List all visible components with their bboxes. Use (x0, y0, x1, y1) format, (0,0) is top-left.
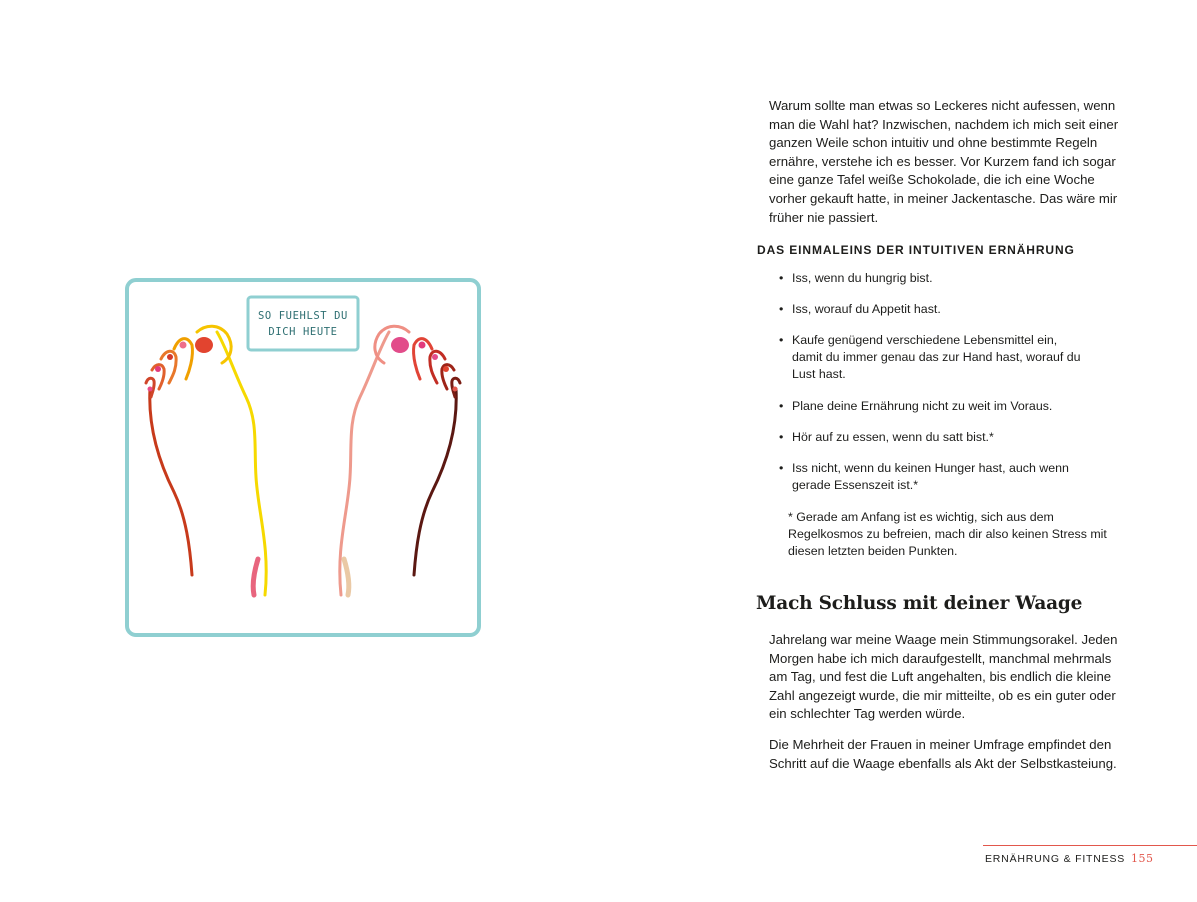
footer-section-title: ERNÄHRUNG & FITNESS (985, 853, 1126, 865)
left-big-nail (195, 337, 213, 353)
intro-paragraph: Warum sollte man etwas so Leckeres nicht aufessen, wenn man die Wahl hat? Inzwischen, nachdem ich mich seit einer ganzen Weile schon intuitiv und ohne bestimmte Regeln ernähre, verstehe ich es besser. Vor Kurzem fand ich sogar eine ganze Tafel weiße Schokolade, die ich eine Woche vorher gekauft hatte, in meiner Jackentasche. Das wäre mir früher nie passiert. (769, 98, 1119, 225)
left-nail-3 (167, 354, 173, 360)
page-footer (985, 852, 1154, 865)
left-nail-4 (155, 366, 161, 372)
scale-drawing (124, 277, 482, 638)
footnote: * Gerade am Anfang ist es wichtig, sich aus dem Regelkosmos zu befreien, mach dir also keinen Stress mit diesen letzten beiden Punkten. (788, 510, 1107, 559)
right-big-nail (391, 337, 409, 353)
list-item: • Kaufe genügend verschiedene Lebensmittel ein, damit du immer genau das zur Hand hast, worauf du Lust hast. (779, 332, 1082, 383)
paragraph-2: Jahrelang war meine Waage mein Stimmungsorakel. Jeden Morgen habe ich mich daraufgestellt, manchmal mehrmals am Tag, und fest die Luft angehalten, bis endlich die kleine Zahl angezeigt wurde, die mir mitteilte, ob es ein guter oder ein schlechter Tag werden würde. (769, 632, 1118, 722)
paragraph-3: Die Mehrheit der Frauen in meiner Umfrage empfindet den Schritt auf die Waage ebenfalls als Akt der Selbstkasteiung. (769, 737, 1117, 771)
list-item: • Iss, worauf du Appetit hast. (779, 301, 1109, 318)
chapter-heading: Mach Schluss mit deiner Waage (756, 593, 1083, 614)
list-item: • Iss, wenn du hungrig bist. (779, 270, 1109, 287)
page-number: 155 (1131, 852, 1154, 865)
right-nail-2 (419, 342, 426, 349)
list-item: • Hör auf zu essen, wenn du satt bist.* (779, 429, 1109, 446)
right-nail-3 (432, 354, 438, 360)
scale-label-line-1: SO FUEHLST DU (258, 310, 348, 322)
scale-display (248, 297, 358, 350)
right-nail-5 (453, 387, 458, 392)
footer-rule (983, 845, 1197, 846)
list-item: • Plane deine Ernährung nicht zu weit im Voraus. (779, 398, 1109, 415)
list-item: • Iss nicht, wenn du keinen Hunger hast, auch wenn gerade Essenszeit ist.* (779, 460, 1092, 494)
tips-list (779, 270, 1109, 494)
left-nail-2 (180, 342, 187, 349)
scale-label-line-2: DICH HEUTE (268, 326, 338, 338)
section-heading: DAS EINMALEINS DER INTUITIVEN ERNÄHRUNG (757, 243, 1075, 257)
left-nail-5 (148, 387, 153, 392)
scale-illustration (124, 277, 482, 638)
right-nail-4 (443, 366, 449, 372)
